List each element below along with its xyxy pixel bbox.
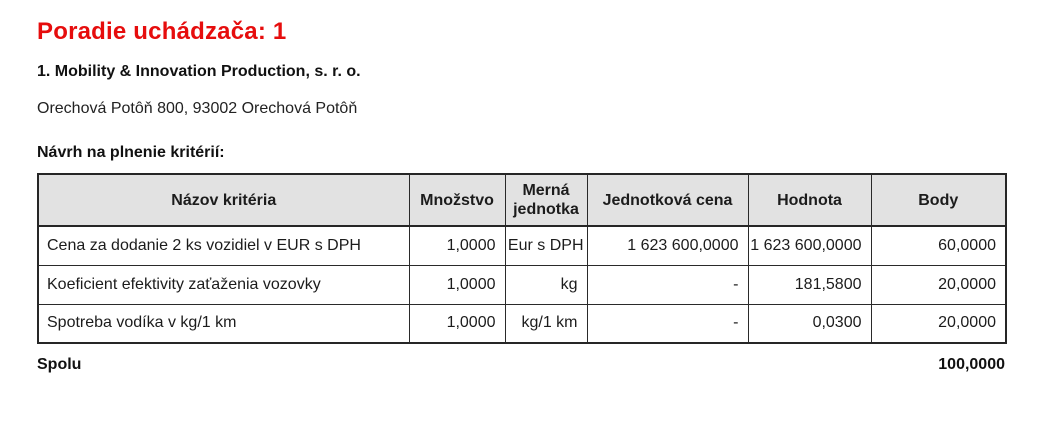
cell-criterion-name: Cena za dodanie 2 ks vozidiel v EUR s DPH [38, 226, 409, 265]
cell-value: 1 623 600,0000 [748, 226, 871, 265]
summary-label: Spolu [37, 356, 82, 373]
criteria-table-caption: Návrh na plnenie kritérií: [37, 144, 225, 161]
column-header-value: Hodnota [748, 174, 871, 226]
cell-value: 0,0300 [748, 304, 871, 343]
cell-quantity: 1,0000 [409, 265, 505, 304]
summary-row [37, 356, 1005, 374]
column-header-unit: Merná jednotka [505, 174, 587, 226]
cell-quantity: 1,0000 [409, 226, 505, 265]
summary-total-points: 100,0000 [938, 356, 1005, 373]
cell-value: 181,5800 [748, 265, 871, 304]
column-header-points: Body [871, 174, 1006, 226]
cell-unit: kg [505, 265, 587, 304]
table-row [38, 226, 1006, 265]
cell-points: 60,0000 [871, 226, 1006, 265]
page-title: Poradie uchádzača: 1 [37, 18, 287, 45]
column-header-name: Názov kritéria [38, 174, 409, 226]
cell-unit: Eur s DPH [505, 226, 587, 265]
cell-unit-price: 1 623 600,0000 [587, 226, 748, 265]
column-header-unit-price: Jednotková cena [587, 174, 748, 226]
cell-unit-price: - [587, 304, 748, 343]
cell-unit: kg/1 km [505, 304, 587, 343]
header-row [38, 174, 1006, 226]
criteria-table [37, 173, 1007, 344]
table-row [38, 265, 1006, 304]
cell-criterion-name: Spotreba vodíka v kg/1 km [38, 304, 409, 343]
cell-quantity: 1,0000 [409, 304, 505, 343]
bidder-address: Orechová Potôň 800, 93002 Orechová Potôň [37, 100, 358, 117]
bidder-name: 1. Mobility & Innovation Production, s. r. o. [37, 63, 361, 80]
criteria-table-header [38, 174, 1006, 226]
cell-points: 20,0000 [871, 265, 1006, 304]
cell-criterion-name: Koeficient efektivity zaťaženia vozovky [38, 265, 409, 304]
cell-unit-price: - [587, 265, 748, 304]
table-row [38, 304, 1006, 343]
column-header-quantity: Množstvo [409, 174, 505, 226]
cell-points: 20,0000 [871, 304, 1006, 343]
